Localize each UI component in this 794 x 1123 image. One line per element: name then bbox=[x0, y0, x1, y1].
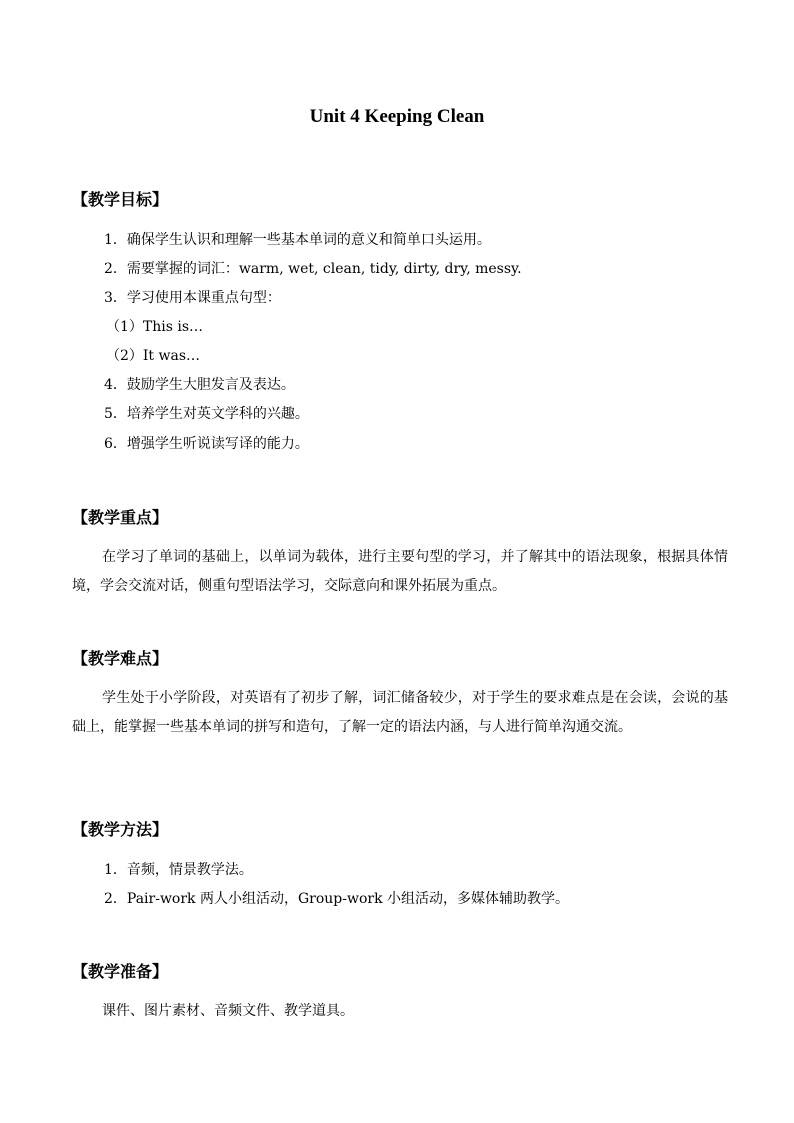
objective-item: 1．确保学生认识和理解一些基本单词的意义和简单口头运用。 bbox=[104, 232, 491, 248]
difficulties-paragraph: 学生处于小学阶段，对英语有了初步了解，词汇储备较少，对于学生的要求难点是在会读，会说的基础上，能掌握一些基本单词的拼写和造句，了解一定的语法内涵，与人进行简单沟通交流。 bbox=[72, 690, 728, 735]
objective-item: 6．增强学生听说读写译的能力。 bbox=[104, 436, 309, 452]
section-heading-methods: 【教学方法】 bbox=[72, 820, 169, 839]
key-points-paragraph: 在学习了单词的基础上，以单词为载体，进行主要句型的学习，并了解其中的语法现象，根据具体情境，学会交流对话，侧重句型语法学习，交际意向和课外拓展为重点。 bbox=[72, 549, 728, 594]
section-heading-objectives: 【教学目标】 bbox=[72, 190, 169, 209]
section-heading-difficulties: 【教学难点】 bbox=[72, 649, 169, 668]
document-title: Unit 4 Keeping Clean bbox=[309, 106, 485, 127]
section-heading-preparation: 【教学准备】 bbox=[72, 962, 169, 981]
objective-item: 4．鼓励学生大胆发言及表达。 bbox=[104, 377, 295, 393]
objective-item: 3．学习使用本课重点句型： bbox=[104, 290, 281, 306]
section-heading-key-points: 【教学重点】 bbox=[72, 508, 169, 527]
method-item: 1．音频，情景教学法。 bbox=[104, 862, 253, 878]
objective-item: 2．需要掌握的词汇：warm, wet, clean, tidy, dirty, dry, messy. bbox=[104, 261, 522, 277]
objective-subitem: （1）This is… bbox=[106, 319, 204, 335]
objective-subitem: （2）It was… bbox=[106, 348, 201, 364]
preparation-paragraph: 课件、图片素材、音频文件、教学道具。 bbox=[102, 1003, 354, 1019]
objective-item: 5．培养学生对英文学科的兴趣。 bbox=[104, 406, 309, 422]
method-item: 2．Pair-work 两人小组活动，Group-work 小组活动，多媒体辅助教学。 bbox=[104, 891, 570, 907]
